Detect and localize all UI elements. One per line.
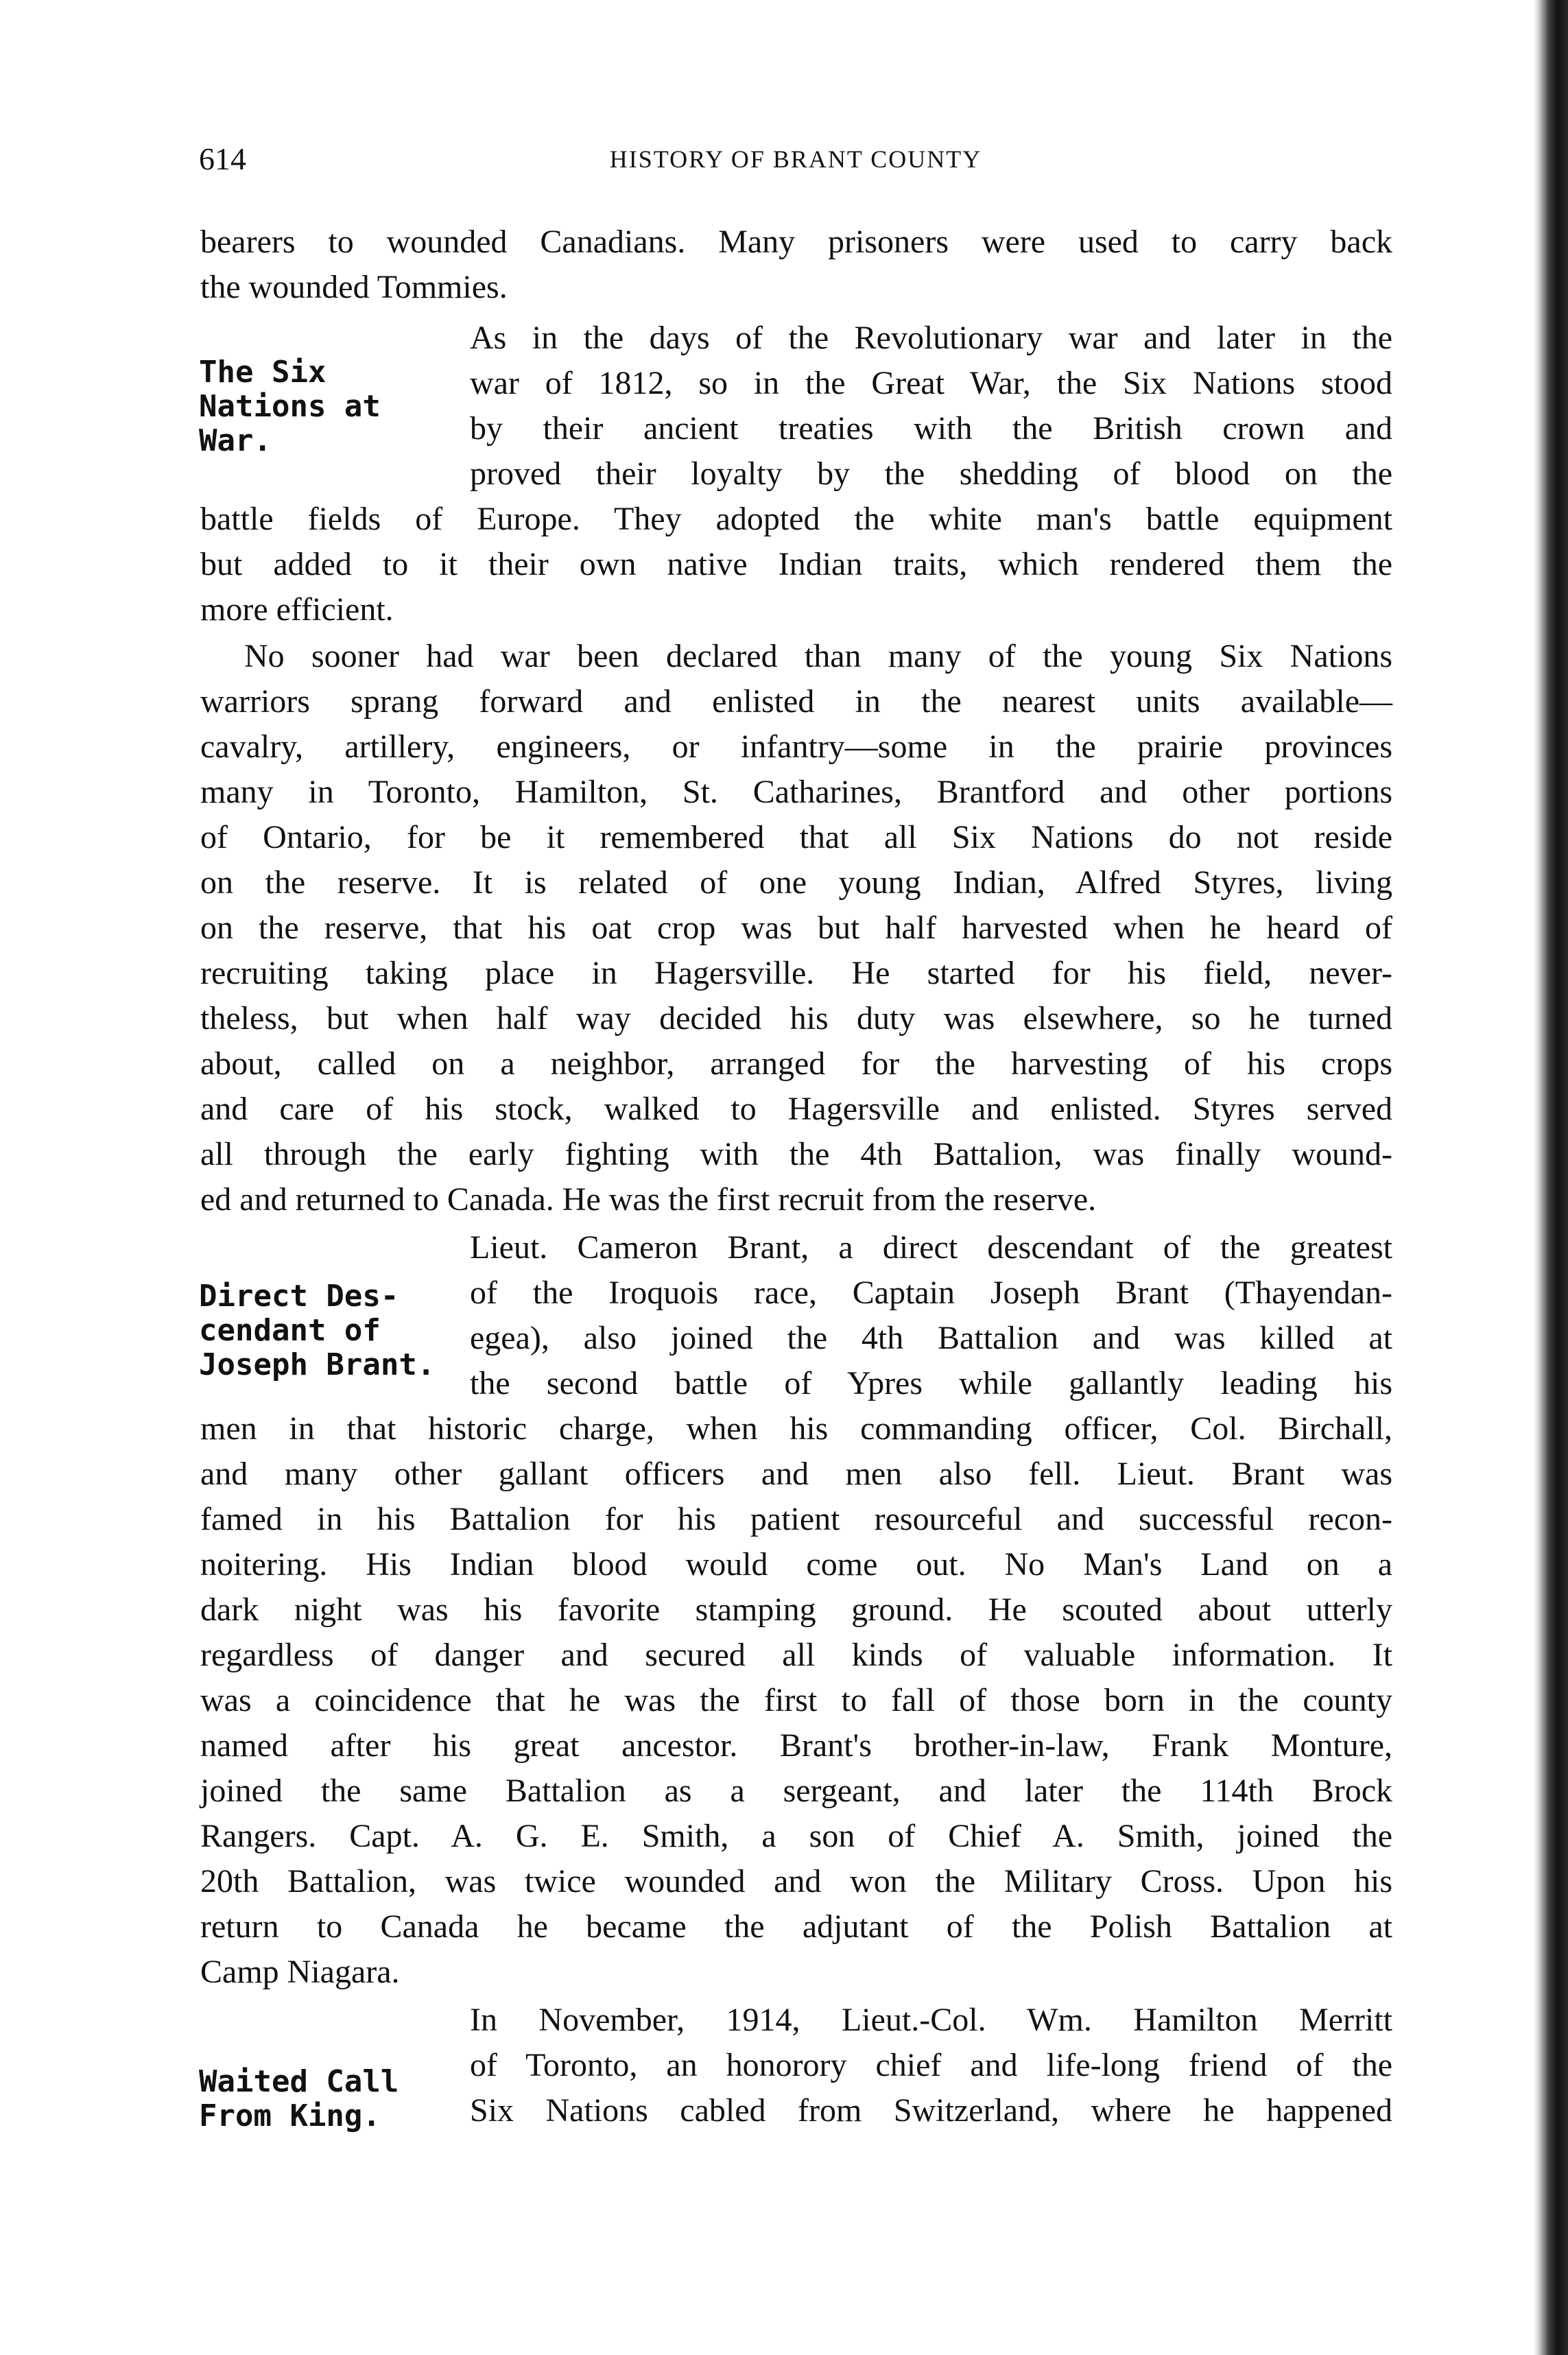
body-line: dark night was his favorite stamping ground. He scouted about utterly (200, 1591, 1392, 1628)
body-line: of the Iroquois race, Captain Joseph Brant (Thayendan- (470, 1275, 1392, 1311)
body-line: more efficient. (200, 591, 394, 628)
body-line: In November, 1914, Lieut.-Col. Wm. Hamilton Merritt (470, 2002, 1392, 2038)
body-line: proved their loyalty by the shedding of blood on the (470, 455, 1392, 492)
body-line: ed and returned to Canada. He was the first recruit from the reserve. (200, 1181, 1097, 1218)
side-note-line: Nations at (199, 389, 381, 424)
body-line: cavalry, artillery, engineers, or infantry—some in the prairie provinces (200, 729, 1392, 765)
body-line: was a coincidence that he was the first to fall of those born in the county (200, 1682, 1392, 1718)
body-line: by their ancient treaties with the British crown and (470, 410, 1392, 447)
body-line: of Toronto, an honorory chief and life-long friend of the (470, 2047, 1392, 2083)
body-line: 20th Battalion, was twice wounded and won the Military Cross. Upon his (200, 1863, 1392, 1900)
body-line: named after his great ancestor. Brant's brother-in-law, Frank Monture, (200, 1727, 1392, 1764)
side-note-six-nations-at-war (199, 355, 460, 458)
body-line: noitering. His Indian blood would come out. No Man's Land on a (200, 1546, 1392, 1583)
body-line: joined the same Battalion as a sergeant, and later the 114th Brock (200, 1773, 1392, 1809)
side-note-waited-call (199, 2065, 460, 2133)
body-line: and many other gallant officers and men also fell. Lieut. Brant was (200, 1456, 1392, 1492)
page-header (199, 139, 1392, 180)
body-line: war of 1812, so in the Great War, the Six Nations stood (470, 365, 1392, 401)
body-line: on the reserve, that his oat crop was but half harvested when he heard of (200, 910, 1392, 946)
body-line: return to Canada he became the adjutant of the Polish Battalion at (200, 1908, 1392, 1945)
side-note-line: From King. (199, 2098, 381, 2133)
body-line: Camp Niagara. (200, 1954, 400, 1990)
body-line: recruiting taking place in Hagersville. He started for his field, never- (200, 955, 1392, 991)
body-line: about, called on a neighbor, arranged for the harvesting of his crops (200, 1045, 1392, 1082)
body-line: No sooner had war been declared than many of the young Six Nations (244, 638, 1392, 674)
body-line: many in Toronto, Hamilton, St. Catharines, Brantford and other portions (200, 774, 1392, 810)
body-line: bearers to wounded Canadians. Many prisoners were used to carry back (200, 224, 1392, 260)
body-line: all through the early fighting with the 4th Battalion, was finally wound- (200, 1136, 1392, 1172)
body-line: As in the days of the Revolutionary war and later in the (470, 320, 1392, 356)
page-number: 614 (199, 141, 246, 176)
body-line: of Ontario, for be it remembered that all Six Nations do not reside (200, 819, 1392, 855)
side-note-line: War. (199, 423, 272, 458)
body-line: the second battle of Ypres while gallantly leading his (470, 1365, 1392, 1401)
body-line: theless, but when half way decided his duty was elsewhere, so he turned (200, 1000, 1392, 1037)
body-line: Six Nations cabled from Switzerland, where he happened (470, 2092, 1392, 2129)
side-note-line: Joseph Brant. (199, 1347, 436, 1382)
body-line: battle fields of Europe. They adopted the white man's battle equipment (200, 501, 1392, 537)
scan-binding-edge (1534, 0, 1568, 2355)
body-line: men in that historic charge, when his commanding officer, Col. Birchall, (200, 1410, 1392, 1447)
body-line: and care of his stock, walked to Hagersville and enlisted. Styres served (200, 1091, 1392, 1127)
side-note-line: cendant of (199, 1313, 381, 1348)
body-line: Lieut. Cameron Brant, a direct descendant of the greatest (470, 1229, 1392, 1266)
body-line: the wounded Tommies. (200, 269, 508, 305)
body-line: famed in his Battalion for his patient resourceful and successful recon- (200, 1501, 1392, 1537)
body-line: but added to it their own native Indian traits, which rendered them the (200, 546, 1392, 582)
body-line: egea), also joined the 4th Battalion and was killed at (470, 1320, 1392, 1356)
body-line: Rangers. Capt. A. G. E. Smith, a son of Chief A. Smith, joined the (200, 1818, 1392, 1854)
side-note-line: Waited Call (199, 2064, 399, 2099)
running-title: HISTORY OF BRANT COUNTY (609, 145, 982, 173)
side-note-line: Direct Des- (199, 1279, 399, 1314)
body-line: regardless of danger and secured all kinds of valuable information. It (200, 1637, 1392, 1673)
side-note-line: The Six (199, 355, 326, 390)
body-line: on the reserve. It is related of one young Indian, Alfred Styres, living (200, 864, 1392, 901)
body-line: warriors sprang forward and enlisted in the nearest units available— (200, 683, 1392, 720)
side-note-direct-descendant (199, 1279, 460, 1382)
